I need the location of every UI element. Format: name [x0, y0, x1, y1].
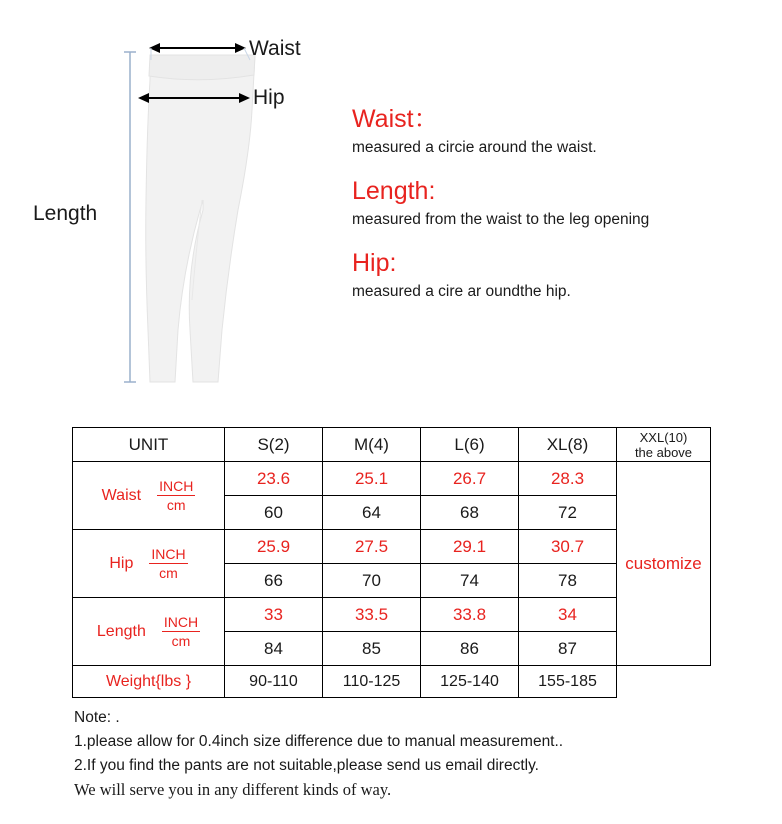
header-size-l: L(6): [421, 428, 519, 462]
rowname-weight: Weight{lbs }: [73, 666, 225, 698]
garment-diagram: [0, 0, 340, 400]
cell-hip-inch-m: 27.5: [323, 530, 421, 564]
cell-weight-m: 110-125: [323, 666, 421, 698]
unit-fraction-waist: [157, 478, 195, 513]
unit-inch-hip: INCH: [151, 546, 186, 562]
cell-length-cm-m: 85: [323, 632, 421, 666]
unit-cm-hip: cm: [159, 565, 178, 581]
cell-hip-cm-s: 66: [225, 564, 323, 598]
legend-desc-length: measured from the waist to the leg opening: [352, 211, 650, 228]
legend-item-hip: [352, 248, 776, 302]
cell-waist-inch-l: 26.7: [421, 462, 519, 496]
table-row-weight: [73, 666, 711, 698]
header-xxl-line2: the above: [634, 444, 693, 460]
cell-waist-cm-s: 60: [225, 496, 323, 530]
notes-section: [74, 706, 734, 802]
table-row-length-inch: [73, 598, 711, 632]
note-line-0: Note: .: [74, 709, 120, 726]
cell-length-cm-l: 86: [421, 632, 519, 666]
cell-hip-inch-l: 29.1: [421, 530, 519, 564]
legend-desc-hip: measured a cire ar oundthe hip.: [352, 283, 571, 300]
cell-length-inch-s: 33: [225, 598, 323, 632]
cell-hip-inch-s: 25.9: [225, 530, 323, 564]
legend-item-length: [352, 176, 776, 230]
unit-inch-length: INCH: [163, 614, 199, 630]
cell-hip-cm-l: 74: [421, 564, 519, 598]
cell-waist-inch-xl: 28.3: [519, 462, 617, 496]
cell-waist-inch-m: 25.1: [323, 462, 421, 496]
cell-waist-cm-l: 68: [421, 496, 519, 530]
cell-waist-cm-m: 64: [323, 496, 421, 530]
rowname-waist-label: Waist: [101, 486, 142, 504]
header-size-s: S(2): [225, 428, 323, 462]
length-guide-line: [124, 52, 136, 382]
cell-waist-cm-xl: 72: [519, 496, 617, 530]
cell-weight-s: 90-110: [225, 666, 323, 698]
length-dimension-label: Length: [33, 202, 98, 225]
leggings-illustration: [146, 55, 255, 382]
measurement-legend: [352, 104, 776, 316]
cell-customize: customize: [617, 462, 711, 666]
rowname-length: [73, 598, 225, 666]
legend-term-length: Length:: [352, 177, 436, 205]
unit-fraction-hip: [149, 546, 187, 581]
header-xxl-line1: XXL(10): [639, 429, 688, 445]
cell-weight-l: 125-140: [421, 666, 519, 698]
cell-length-cm-s: 84: [225, 632, 323, 666]
legend-desc-waist: measured a circie around the waist.: [352, 139, 597, 156]
note-line-2: 2.If you find the pants are not suitable,please send us email directly.: [74, 757, 539, 774]
legend-term-waist: Waist：: [352, 105, 439, 133]
header-size-xxl: [617, 428, 711, 462]
waist-measure-arrow: [149, 43, 246, 53]
cell-hip-cm-m: 70: [323, 564, 421, 598]
table-row-waist-inch: [73, 462, 711, 496]
cell-length-inch-m: 33.5: [323, 598, 421, 632]
legend-term-hip: Hip:: [352, 249, 397, 277]
note-line-3: We will serve you in any different kinds of way.: [74, 780, 392, 799]
cell-length-cm-xl: 87: [519, 632, 617, 666]
cell-hip-inch-xl: 30.7: [519, 530, 617, 564]
note-line-1: 1.please allow for 0.4inch size difference due to manual measurement..: [74, 733, 564, 750]
unit-fraction-length: [162, 614, 200, 649]
cell-hip-cm-xl: 78: [519, 564, 617, 598]
cell-length-inch-l: 33.8: [421, 598, 519, 632]
table-header-row: [73, 428, 711, 462]
table-row-hip-inch: [73, 530, 711, 564]
header-size-m: M(4): [323, 428, 421, 462]
unit-cm-length: cm: [171, 633, 191, 649]
waist-dimension-label: Waist: [249, 37, 301, 60]
cell-weight-xl: 155-185: [519, 666, 617, 698]
unit-cm-waist: cm: [166, 497, 186, 513]
hip-dimension-label: Hip: [253, 86, 285, 109]
rowname-hip: [73, 530, 225, 598]
cell-waist-inch-s: 23.6: [225, 462, 323, 496]
header-size-xl: XL(8): [519, 428, 617, 462]
size-table: [72, 427, 711, 698]
cell-length-inch-xl: 34: [519, 598, 617, 632]
unit-inch-waist: INCH: [159, 478, 194, 494]
rowname-waist: [73, 462, 225, 530]
legend-item-waist: [352, 104, 776, 158]
rowname-hip-label: Hip: [109, 554, 134, 572]
header-unit: UNIT: [73, 428, 225, 462]
rowname-length-label: Length: [96, 622, 146, 640]
